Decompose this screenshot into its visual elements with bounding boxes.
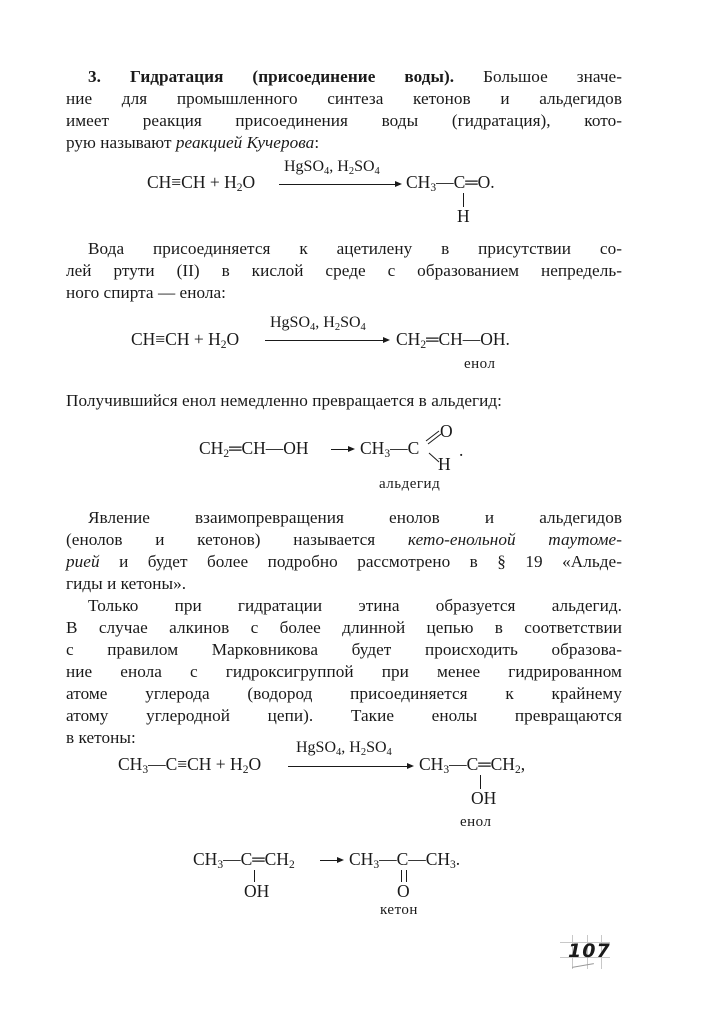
italic-term: реакцией Кучерова [175, 133, 315, 152]
paragraph-5-line-5: атоме углерода (водород присоединяется к крайнему [66, 684, 622, 703]
eq3-oxygen: O [440, 421, 453, 441]
sub: 3 [450, 859, 456, 871]
sub: 4 [360, 322, 366, 333]
text: , H [315, 314, 335, 331]
text: —C [390, 438, 420, 458]
sub: 2 [334, 322, 341, 333]
water-o: O [226, 329, 240, 349]
reactant: CH≡CH [147, 172, 206, 192]
underline-mark [572, 963, 594, 968]
water-o: O [248, 754, 262, 774]
sub: 2 [220, 339, 227, 351]
text: —C≡CH [148, 754, 212, 774]
enol-label: енол [460, 814, 492, 830]
plus: + [209, 172, 220, 192]
paragraph-1-line-3: имеет реакция присоединения воды (гидратация), кото- [66, 111, 622, 130]
sub: 3 [384, 448, 391, 460]
text: (енолов и кетонов) называется [66, 530, 408, 549]
eq2-product [396, 329, 510, 350]
sub: 4 [324, 166, 330, 177]
text: , H [329, 158, 349, 175]
text: CH [360, 438, 385, 458]
paragraph-4-line-1: Явление взаимопревращения енолов и альдегидов [88, 508, 622, 527]
water-o: O [242, 172, 256, 192]
double-bond-line [426, 431, 439, 441]
reaction-arrow [331, 449, 353, 450]
eq1-reactants [147, 172, 255, 193]
text: CH [199, 438, 224, 458]
text: и будет более подробно рассмотрено в § 19 «Альде- [99, 552, 622, 571]
sub: 4 [374, 166, 380, 177]
text: Большое значе- [454, 67, 623, 86]
eq5-product [349, 849, 460, 870]
eq4-reactants [118, 754, 261, 775]
text: —C═CH [223, 849, 289, 869]
text: рую называют [66, 133, 176, 152]
eq1-hydrogen: H [457, 206, 470, 226]
eq2-conditions [270, 314, 366, 332]
text: CH [419, 754, 444, 774]
paragraph-1-line-1 [88, 66, 622, 88]
paragraph-5-line-3: с правилом Марковникова будет происходить образова- [66, 640, 622, 659]
plus: + [215, 754, 226, 774]
sub: 2 [348, 166, 355, 177]
sub: 4 [386, 747, 392, 758]
sub: 2 [288, 859, 295, 871]
paragraph-2-line-3: ного спирта — енола: [66, 283, 227, 302]
sub: 4 [310, 322, 316, 333]
reaction-arrow [288, 766, 412, 767]
text: CH [349, 849, 374, 869]
sub: 3 [217, 859, 224, 871]
eq4-product [419, 754, 525, 775]
paragraph-4-line-2 [66, 529, 622, 551]
italic-term: рией [66, 552, 100, 571]
sub: 3 [430, 182, 437, 194]
text: CH [396, 329, 421, 349]
text: ═CH—OH [229, 438, 309, 458]
text: ═CH—OH. [426, 329, 510, 349]
paragraph-3: Получившийся енол немедленно превращается в альдегид: [66, 391, 502, 410]
eq1-product [406, 172, 495, 193]
paragraph-4-line-4: гиды и кетоны». [66, 574, 187, 593]
water-h: H [224, 172, 237, 192]
water-h: H [208, 329, 221, 349]
paragraph-5-line-1: Только при гидратации этина образуется альдегид. [88, 596, 622, 615]
text: —C—CH [379, 849, 451, 869]
text: —C═CH [449, 754, 515, 774]
italic-term: кето-енольной таутоме- [407, 530, 623, 549]
section-heading: 3. Гидратация (присоединение воды). [88, 67, 455, 86]
paragraph-5-line-7: в кетоны: [66, 728, 136, 747]
eq5-hydroxyl: OH [244, 881, 270, 901]
eq3-product [360, 438, 419, 459]
eq2-reactants [131, 329, 239, 350]
page-number-box [560, 935, 610, 969]
single-bond [480, 775, 481, 789]
reaction-arrow [265, 340, 388, 341]
sub: 3 [142, 764, 149, 776]
text: SO [366, 739, 387, 756]
sub: 2 [242, 764, 249, 776]
ketone-label: кетон [380, 902, 418, 918]
text: SO [340, 314, 361, 331]
sub: 2 [223, 448, 230, 460]
page-number: 107 [568, 940, 611, 962]
eq4-hydroxyl: OH [471, 788, 497, 808]
sub: 2 [236, 182, 243, 194]
eq5-oxygen: O [397, 881, 410, 901]
sub: 3 [443, 764, 450, 776]
plus: + [193, 329, 204, 349]
water-h: H [230, 754, 243, 774]
sub: 3 [373, 859, 380, 871]
text: HgSO [284, 158, 325, 175]
paragraph-2-line-2: лей ртути (II) в кислой среде с образованием непредель- [66, 261, 622, 280]
single-bond [463, 193, 464, 207]
paragraph-5-line-6: атому углеродной цепи). Такие енолы превращаются [66, 706, 622, 725]
sub: 4 [336, 747, 342, 758]
text: , [520, 754, 526, 774]
text: SO [354, 158, 375, 175]
text: CH [193, 849, 218, 869]
text: CH [406, 172, 431, 192]
text: : [314, 133, 320, 152]
text: , H [341, 739, 361, 756]
sub: 2 [514, 764, 521, 776]
text: . [455, 849, 461, 869]
paragraph-1-line-2: ние для промышленного синтеза кетонов и альдегидов [66, 89, 622, 108]
reaction-arrow [279, 184, 400, 185]
eq1-conditions [284, 158, 380, 176]
eq4-conditions [296, 739, 392, 757]
paragraph-1-line-4 [66, 132, 622, 154]
eq5-reactant [193, 849, 295, 870]
paragraph-2-line-1: Вода присоединяется к ацетилену в присутствии со- [88, 239, 622, 258]
eq3-hydrogen: H [438, 454, 451, 474]
sub: 2 [360, 747, 367, 758]
eq3-reactant [199, 438, 309, 459]
text: HgSO [296, 739, 337, 756]
sub: 2 [420, 339, 427, 351]
text: CH [118, 754, 143, 774]
paragraph-4-line-3 [66, 551, 622, 573]
reaction-arrow [320, 860, 342, 861]
paragraph-5-line-2: В случае алкинов с более длинной цепью в соответствии [66, 618, 622, 637]
enol-label: енол [464, 356, 496, 372]
text: HgSO [270, 314, 311, 331]
aldehyde-label: альдегид [379, 476, 441, 492]
paragraph-5-line-4: ние енола с гидроксигруппой при менее гидрированном [66, 662, 622, 681]
eq3-dot: . [459, 440, 464, 460]
text: —C═O. [436, 172, 495, 192]
reactant: CH≡CH [131, 329, 190, 349]
